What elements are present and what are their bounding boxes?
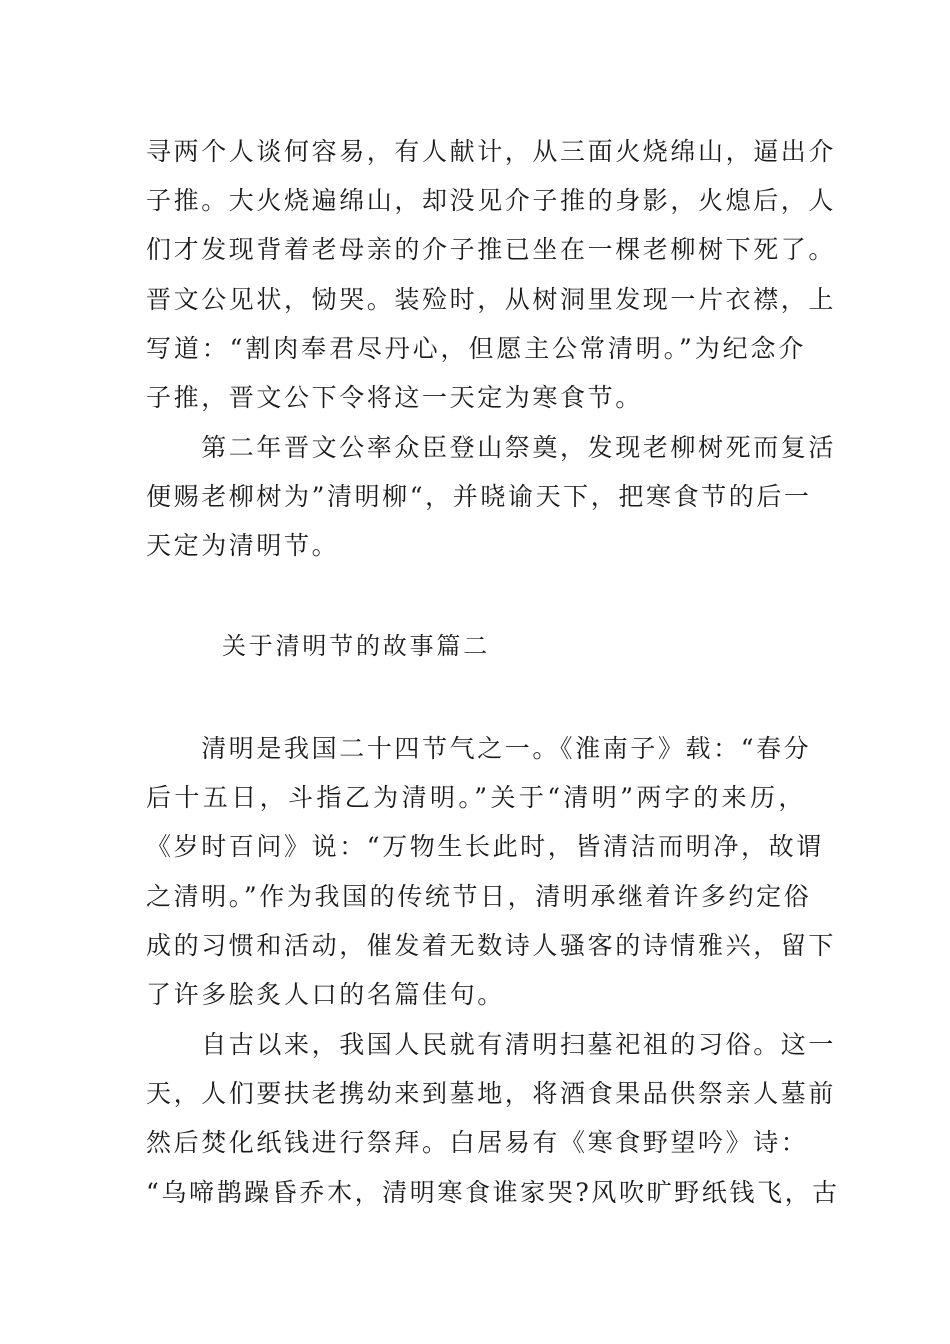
paragraph-line: 成的习惯和活动，催发着无数诗人骚客的诗情雅兴，留下 bbox=[146, 931, 837, 960]
paragraph-line: 然后焚化纸钱进行祭拜。白居易有《寒食野望吟》诗： bbox=[146, 1128, 809, 1157]
paragraph-line: 清明是我国二十四节气之一。《淮南子》载：“春分 bbox=[146, 734, 812, 763]
paragraph-line: 之清明。”作为我国的传统节日，清明承继着许多约定俗 bbox=[146, 882, 812, 911]
paragraph-line: 后十五日，斗指乙为清明。”关于“清明”两字的来历， bbox=[146, 783, 806, 812]
paragraph-line: 天，人们要扶老携幼来到墓地，将酒食果品供祭亲人墓前 bbox=[146, 1079, 837, 1108]
paragraph-line: 自古以来，我国人民就有清明扫墓祀祖的习俗。这一 bbox=[146, 1030, 837, 1059]
paragraph-line: 《岁时百问》说：“万物生长此时，皆清洁而明净，故谓 bbox=[146, 832, 824, 861]
paragraph-line: 子推，晋文公下令将这一天定为寒食节。 bbox=[146, 383, 643, 412]
section-heading: 关于清明节的故事篇二 bbox=[222, 632, 490, 660]
paragraph-line: 了许多脍炙人口的名篇佳句。 bbox=[146, 980, 505, 1009]
paragraph-line: 晋文公见状，恸哭。装殓时，从树洞里发现一片衣襟，上 bbox=[146, 285, 837, 314]
paragraph-line: 写道：“割肉奉君尽丹心，但愿主公常清明。”为纪念介 bbox=[146, 334, 806, 363]
paragraph-line: 便赐老柳树为”清明柳“，并晓谕天下，把寒食节的后一 bbox=[146, 482, 812, 511]
paragraph-line: 天定为清明节。 bbox=[146, 531, 340, 560]
paragraph-line: 第二年晋文公率众臣登山祭奠，发现老柳树死而复活 bbox=[146, 433, 837, 462]
paragraph-line: “乌啼鹊躁昏乔木，清明寒食谁家哭?风吹旷野纸钱飞，古 bbox=[146, 1178, 840, 1207]
paragraph-line: 子推。大火烧遍绵山，却没见介子推的身影，火熄后，人 bbox=[146, 186, 837, 215]
paragraph-line: 寻两个人谈何容易，有人献计，从三面火烧绵山，逼出介 bbox=[146, 137, 837, 166]
paragraph-line: 们才发现背着老母亲的介子推已坐在一棵老柳树下死了。 bbox=[146, 235, 837, 264]
